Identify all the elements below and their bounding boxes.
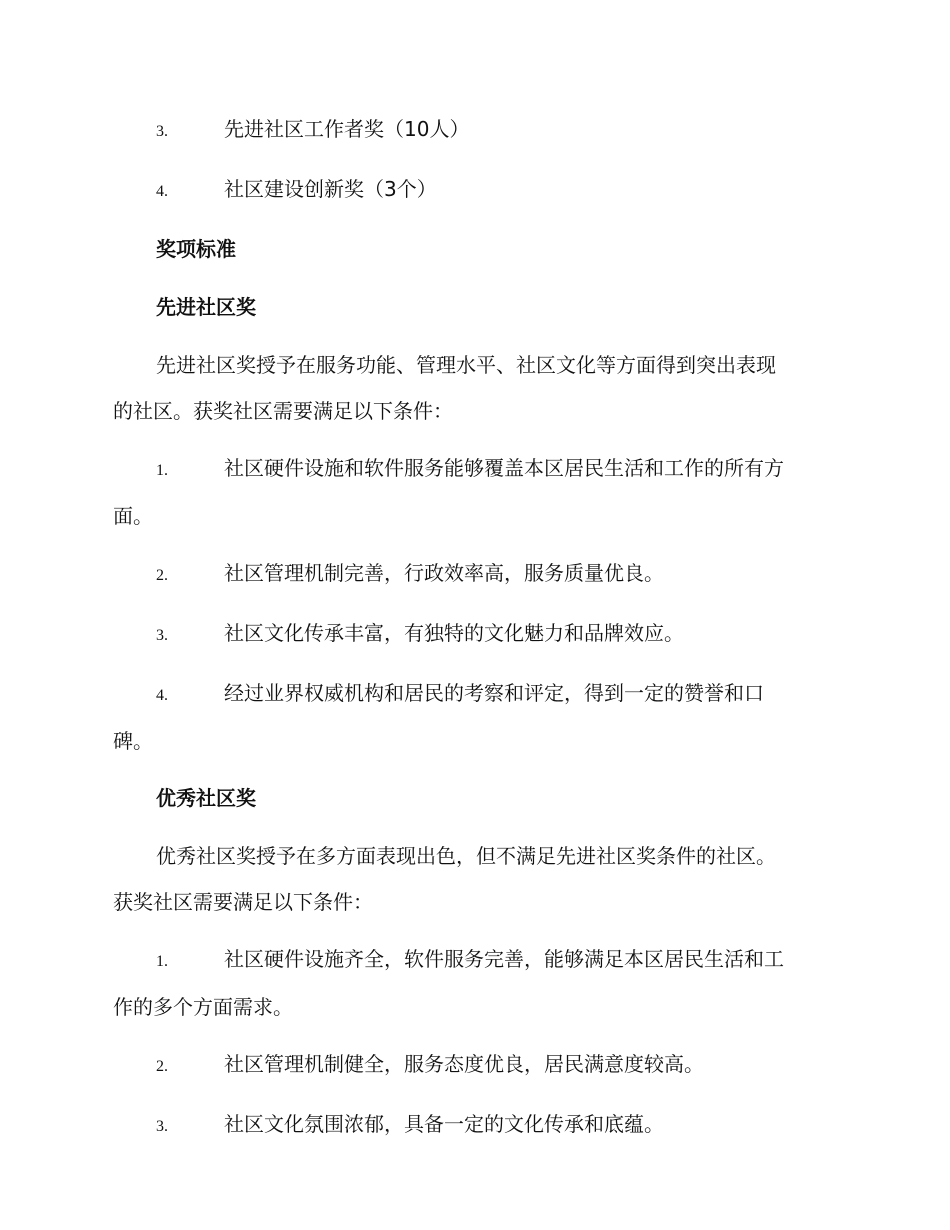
list-text: 社区硬件设施齐全，软件服务完善，能够满足本区居民生活和工: [224, 947, 784, 971]
list-text-continued: 作的多个方面需求。: [113, 995, 293, 1019]
list-number: 2.: [156, 567, 168, 584]
list-number: 1.: [156, 462, 168, 479]
list-text: 社区管理机制健全，服务态度优良，居民满意度较高。: [224, 1052, 704, 1076]
list-number: 2.: [156, 1058, 168, 1075]
document-body: [113, 106, 835, 1150]
section-heading: 先进社区奖: [156, 295, 256, 319]
list-item: [113, 1101, 835, 1150]
paragraph-line: 的社区。获奖社区需要满足以下条件：: [113, 399, 453, 423]
section-heading-standards: 奖项标准: [156, 237, 236, 261]
list-text: 社区管理机制完善，行政效率高，服务质量优良。: [224, 561, 664, 585]
section-heading: 优秀社区奖: [156, 786, 256, 810]
list-text: 经过业界权威机构和居民的考察和评定，得到一定的赞誉和口: [224, 681, 764, 705]
paragraph-line: 优秀社区奖授予在多方面表现出色，但不满足先进社区奖条件的社区。: [156, 844, 776, 868]
list-item: [113, 1041, 835, 1090]
list-item: [113, 550, 835, 599]
list-item: [113, 936, 835, 1030]
paragraph-line: 先进社区奖授予在服务功能、管理水平、社区文化等方面得到突出表现: [156, 353, 776, 377]
list-text: 先进社区工作者奖（10人）: [224, 117, 470, 141]
list-text: 社区硬件设施和软件服务能够覆盖本区居民生活和工作的所有方: [224, 456, 784, 480]
list-item: [113, 106, 835, 155]
list-text-continued: 碑。: [113, 729, 153, 753]
list-text: 社区文化氛围浓郁，具备一定的文化传承和底蕴。: [224, 1112, 664, 1136]
list-text-continued: 面。: [113, 504, 153, 528]
list-text: 社区文化传承丰富，有独特的文化魅力和品牌效应。: [224, 621, 684, 645]
list-item: [113, 610, 835, 659]
list-text: 社区建设创新奖（3个）: [224, 177, 437, 201]
paragraph: [113, 833, 835, 925]
list-item: [113, 166, 835, 215]
list-item: [113, 445, 835, 539]
list-number: 3.: [156, 627, 168, 644]
paragraph-line: 获奖社区需要满足以下条件：: [113, 890, 373, 914]
list-number: 1.: [156, 953, 168, 970]
list-item: [113, 670, 835, 764]
list-number: 3.: [156, 1118, 168, 1135]
list-number: 4.: [156, 687, 168, 704]
paragraph: [113, 342, 835, 434]
list-number: 3.: [156, 123, 168, 140]
list-number: 4.: [156, 183, 168, 200]
